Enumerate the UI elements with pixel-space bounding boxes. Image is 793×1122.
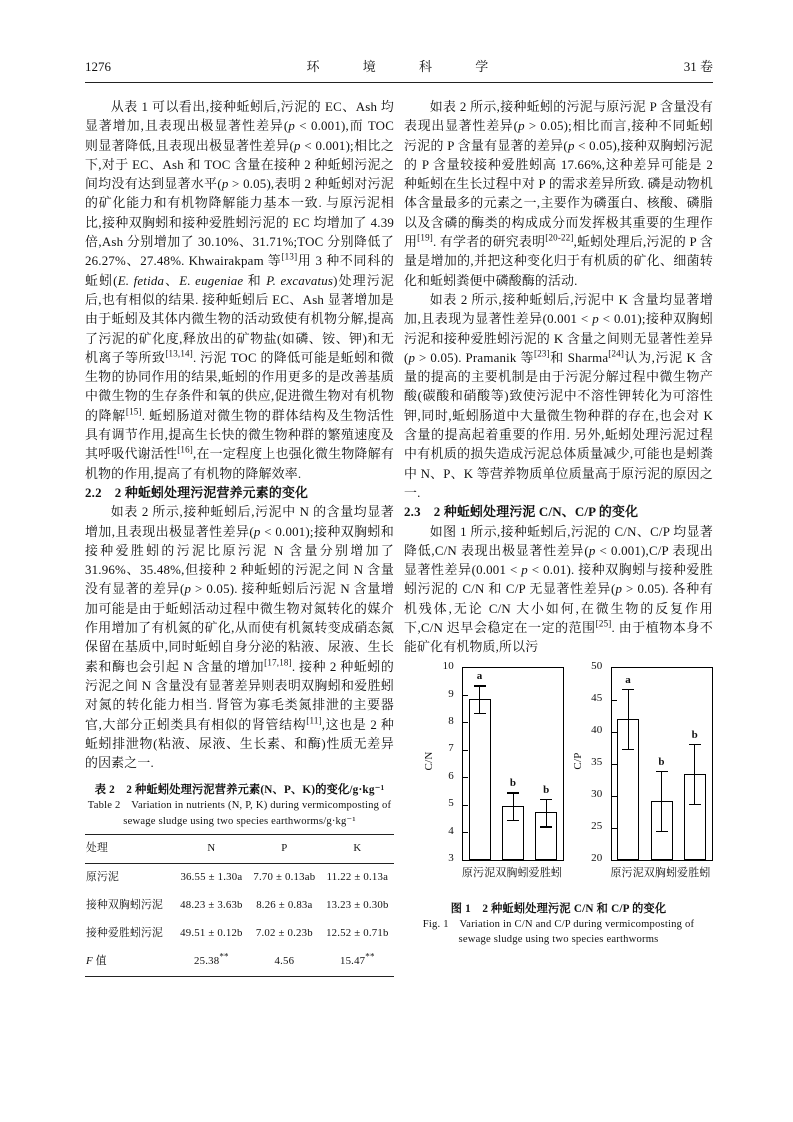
error-bar-cap [689,804,701,805]
table-cell: 接种爱胜蚓污泥 [86,927,163,940]
figure1-block [404,662,713,948]
y-tick-label: 5 [448,797,454,810]
y-tick-label: 45 [591,692,603,705]
significance-label: b [691,728,698,741]
y-tick-label: 7 [448,742,454,755]
error-bar [513,792,514,819]
x-tick-label: 原污泥 [610,866,644,879]
error-bar-cap [540,826,552,827]
plot-area [611,667,713,861]
table2-col-header: P [248,835,321,863]
paragraph-phosphorus: 如表 2 所示,接种蚯蚓的污泥与原污泥 P 含量没有表现出显著性差异(p > 0.05);相比而言,接种不同蚯蚓污泥的 P 含量有显著的差异(p < 0.05),接种双胸蚓污泥的 P 含量较接种爱胜蚓高 17.66%,这种差异可能是 2 种蚯蚓在生长过程中对 P 的需求差异所致. 磷是动物机体含量最多的元素之一,主要作为磷蛋白、核酸、磷脂以及含磷的酶类的构成成分而发挥极其重要的生理作用[19]. 有学者的研究表明[20-22],蚯蚓处理后,污泥的 P 含量是增加的,并把这种变化归于有机质的矿化、细菌转化和蚯蚓粪便中磷酸酶的活动. [404,100,714,288]
table2-caption-en-line1: Table 2 Variation in nutrients (N, P, K) during vermicomposting of [87,800,392,812]
table-cell: 8.26 ± 0.83a [256,899,313,912]
cp-bar-chart [565,662,714,892]
figure1-caption-en-line2: sewage sludge using two species earthworms [458,934,659,946]
y-tick-mark [463,832,468,833]
y-tick-label: 10 [442,660,454,673]
table-cell: 4.56 [274,955,295,968]
table-row [85,892,394,920]
error-bar-cap [622,689,634,690]
y-tick-label: 6 [448,769,454,782]
y-axis-labels [565,660,607,865]
table-cell: 接种双胸蚓污泥 [86,899,163,912]
table-cell: 15.47** [339,951,375,968]
x-tick-label: 双胸蚓 [643,866,678,879]
table-cell: 11.22 ± 0.13a [326,871,389,884]
table-cell: 36.55 ± 1.30a [180,871,243,884]
journal-title: 环 境 科 学 [306,59,509,74]
error-bar-cap [540,799,552,800]
table-cell: 48.23 ± 3.63b [180,899,243,912]
paragraph-cn-cp: 如图 1 所示,接种蚯蚓后,污泥的 C/N、C/P 均显著降低,C/N 表现出极显著性差异(p < 0.001),C/P 表现出显著性差异(0.001 < p < 0.01). 接种双胸蚓与接种爱胜蚓污泥的 C/N 和 C/P 无显著性差异(p > 0.05). 各种有机残体,无论 C/N 大小如何,在微生物的反复作用下,C/N 迟早会稳定在一定的范围[25]. 由于植物本身不能矿化有机物质,所以污 [404,524,714,655]
y-tick-label: 25 [591,820,603,833]
figure1-caption-cn: 图 1 2 种蚯蚓处理污泥 C/N 和 C/P 的变化 [450,902,667,915]
table-cell: 12.52 ± 0.71b [326,927,389,940]
y-tick-mark [463,695,468,696]
y-tick-mark [463,777,468,778]
page-number: 1276 [85,59,111,74]
y-tick-label: 40 [591,724,603,737]
significance-label: b [509,777,517,790]
x-axis-labels [611,861,711,879]
table2-body [85,863,394,976]
paragraph-potassium: 如表 2 所示,接种蚯蚓后,污泥中 K 含量均显著增加,且表现为显著性差异(0.001 < p < 0.01);接种双胸蚓污泥和接种爱胜蚓污泥的 K 含量之间则无显著性差异(p > 0.05). Pramanik 等[23]和 Sharma[24]认为,污泥 K 含量的提高的主要机制是由于污泥分解过程中微生物产酸(碳酸和硝酸等)致使污泥中不溶性钾转化为可溶性钾,同时,蚯蚓肠道中大量微生物种群的存在,也会对 K 含量的提高起着重要的作用. 另外,蚯蚓处理污泥过程中有机质的损失造成污泥总体质量减少,可能也是蚓粪中 N、P、K 等营养物质单位质量高于原污泥的原因之一. [404,292,714,500]
error-bar [661,771,662,831]
y-tick-label: 50 [591,660,603,673]
table2-block [85,782,394,977]
significance-label: a [476,670,483,683]
x-tick-label: 爱胜蚓 [677,866,711,879]
two-column-body [85,98,713,977]
x-tick-label: 爱胜蚓 [528,866,563,879]
table2-col-header: 处理 [85,835,175,863]
y-tick-label: 3 [448,852,454,865]
y-tick-mark [463,805,468,806]
y-tick-label: 35 [591,756,603,769]
volume-label: 31 卷 [683,59,713,74]
error-bar-cap [622,749,634,750]
y-tick-mark [612,828,617,829]
y-axis-title: C/N [423,751,435,771]
table-row [85,920,394,948]
y-tick-mark [463,750,468,751]
y-tick-label: 20 [591,852,603,865]
y-tick-label: 9 [448,687,454,700]
y-tick-label: 30 [591,788,603,801]
paragraph-nitrogen: 如表 2 所示,接种蚯蚓后,污泥中 N 的含量均显著增加,且表现出极显著性差异(p < 0.001);接种双胸蚓和接种爱胜蚓的污泥比原污泥 N 含量分别增加了 31.96%、35.48%,但接种 2 种蚯蚓的污泥之间 N 含量没有显著的差异(p > 0.05). 接种蚯蚓后污泥 N 含量增加可能是由于蚯蚓活动过程中微生物对氮转化的媒介作用增加了有机氮的矿化,从而使有机氮转变成硝态氮保留在基质中,同时蚯蚓自身分泌的粘液、尿液、生长素和酶也会引起 N 含量的增加[17,18]. 接种 2 种蚯蚓的污泥之间 N 含量没有显著差异则表明双胸蚓和爱胜蚓对氮的转化能力相当. 肾管为寡毛类氮排泄的主要器官,大部分正蚓类具有相似的肾管结构[11],这也是 2 种蚯蚓排泄物(粘液、尿液、生长素、和酶)性质无差异的因素之一. [85,505,394,771]
error-bar-cap [507,820,519,821]
y-axis-title: C/P [571,752,584,770]
error-bar-cap [656,831,668,832]
x-axis-labels [462,861,562,879]
table2 [85,834,394,977]
y-axis-labels [416,660,458,865]
error-bar [628,689,629,749]
table2-header-row [85,835,394,863]
y-tick-mark [612,764,617,765]
table-row [85,948,394,977]
error-bar-cap [656,771,668,772]
table2-col-header: N [175,835,248,863]
table-cell: 13.23 ± 0.30b [326,899,389,912]
significance-label: a [625,673,631,686]
error-bar [694,744,695,804]
y-tick-mark [612,732,617,733]
error-bar-cap [507,792,519,793]
page-header [85,56,713,83]
plot-area [462,667,564,861]
y-tick-label: 8 [448,714,454,727]
right-column [404,98,713,977]
table2-col-header: K [321,835,394,863]
left-column [85,98,394,977]
x-tick-label: 原污泥 [461,866,496,879]
paragraph-ec-ash-toc: 从表 1 可以看出,接种蚯蚓后,污泥的 EC、Ash 均显著增加,且表现出极显著性差异(p < 0.001),而 TOC 则显著降低,且表现出极显著性差异(p < 0.001);相比之下,对于 EC、Ash 和 TOC 含量在接种 2 种蚯蚓污泥之间均没有达到显著水平(p > 0.05),表明 2 种蚯蚓对污泥的矿化能力和有机物降解能力基本一致. 与原污泥相比,接种双胸蚓和接种爱胜蚓污泥的 EC 均增加了 4.39 倍,Ash 分别增加了 30.10%、31.71%;TOC 分别降低了 26.27%、27.48%. Khwairakpam 等[13]用 3 种不同科的蚯蚓(E. fetida、E. eugeniae 和 P. excavatus)处理污泥后,也有相似的结果. 接种蚯蚓后 EC、Ash 显著增加是由于蚯蚓及其体内微生物的活动致使有机物分解,提高了污泥的矿化度,释放出的矿物盐(如磷、铵、钾)和无机离子等所致[13,14]. 污泥 TOC 的降低可能是蚯蚓和微生物的协同作用的结果,蚯蚓的作用更多的是改善基质中微生物的生存条件和氧的供应,促进微生物对有机物的降解[15]. 蚯蚓肠道对微生物的群体结构及生物活性具有调节作用,提高生长快的微生物种群的繁殖速度及其呼吸代谢活性[16],在一定程度上也强化微生物降解有机物的作用,提高了有机物的降解效率. [85,100,394,481]
table-cell: 49.51 ± 0.12b [180,927,243,940]
table-cell: 原污泥 [86,871,119,884]
x-tick-label: 双胸蚓 [495,866,529,879]
table2-caption-en-line2: sewage sludge using two species earthworms/g·kg⁻¹ [123,815,356,827]
figure1-charts [404,662,713,892]
error-bar-cap [474,685,486,686]
cn-bar-chart [416,662,565,892]
section-heading-2-2: 2.2 2 种蚯蚓处理污泥营养元素的变化 [85,485,309,500]
y-tick-mark [612,796,617,797]
table-cell: F 值 [86,955,107,968]
significance-label: b [543,783,550,796]
error-bar [479,685,480,712]
y-tick-mark [612,700,617,701]
bar [469,699,491,859]
table-cell: 7.02 ± 0.23b [255,927,313,940]
y-tick-mark [463,722,468,723]
error-bar-cap [474,713,486,714]
figure1-caption-en-line1: Fig. 1 Variation in C/N and C/P during vermicomposting of [422,918,695,930]
error-bar-cap [689,744,701,745]
table2-caption-cn: 表 2 2 种蚯蚓处理污泥营养元素(N、P、K)的变化/g·kg⁻¹ [94,784,385,797]
table-row [85,863,394,892]
significance-label: b [658,755,665,768]
section-heading-2-3: 2.3 2 种蚯蚓处理污泥 C/N、C/P 的变化 [404,505,639,520]
y-tick-label: 4 [448,824,454,837]
table-cell: 7.70 ± 0.13ab [253,871,316,884]
table-cell: 25.38** [194,951,229,968]
error-bar [546,799,547,826]
